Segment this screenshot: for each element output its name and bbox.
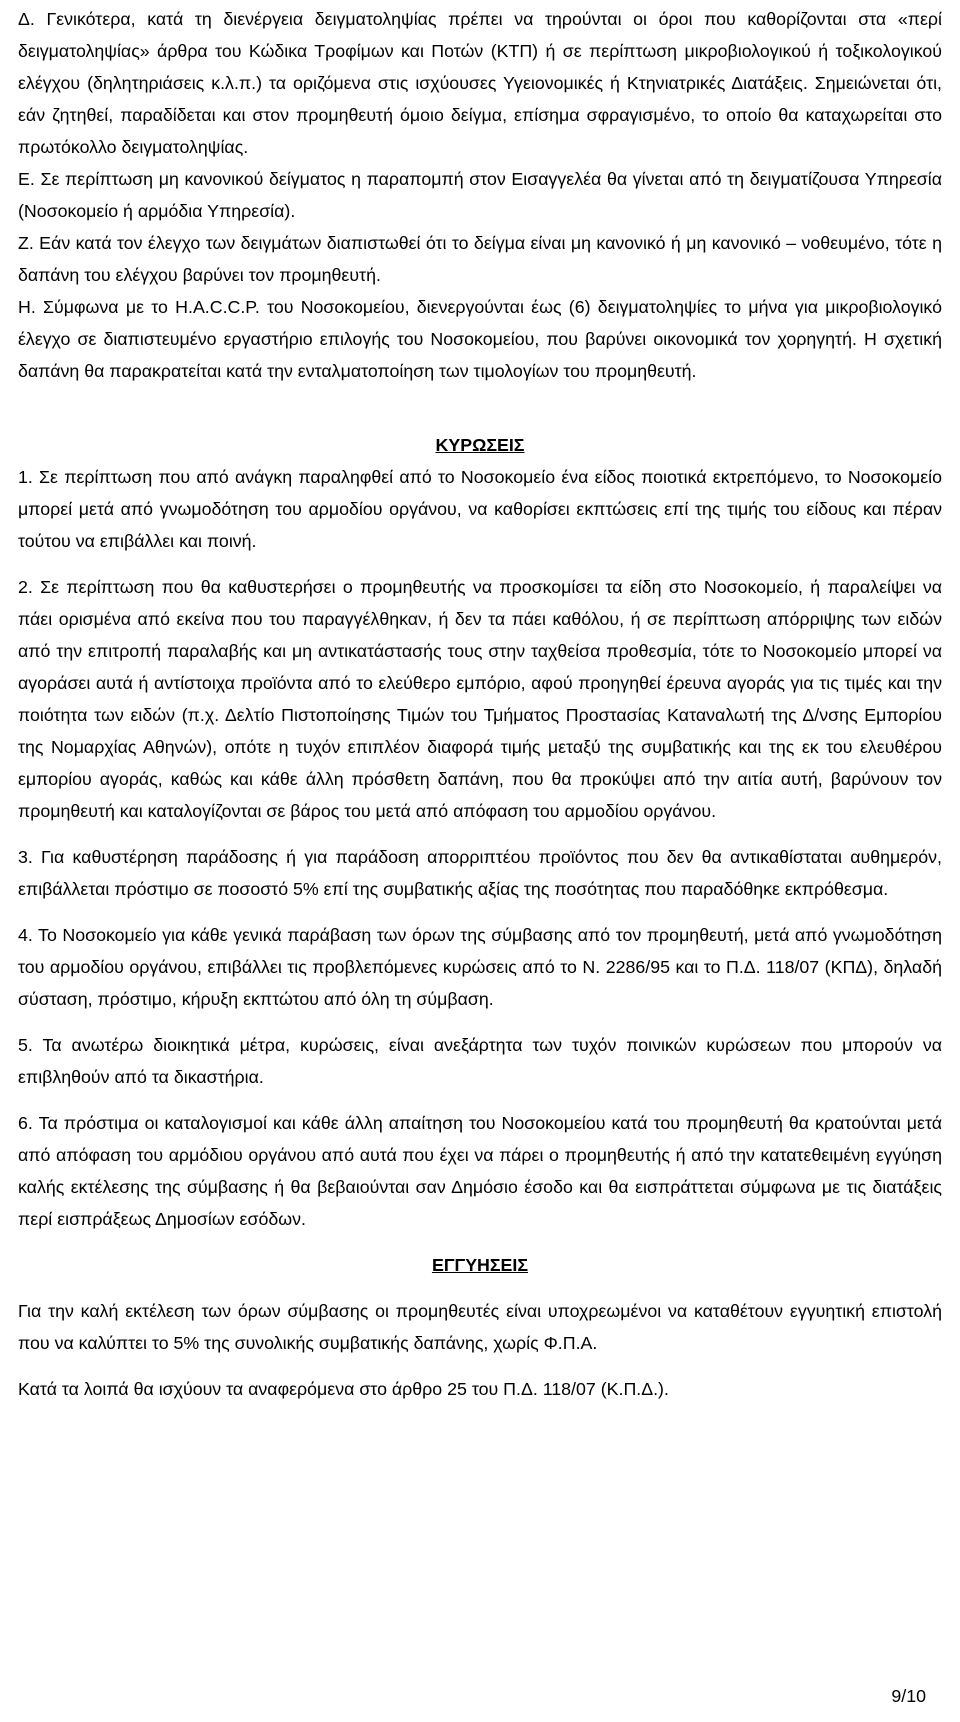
kyroseis-item-4: 4. Το Νοσοκομείο για κάθε γενικά παράβαση των όρων της σύμβασης από τον προμηθευτή, μετά από γνωμοδότηση του αρμοδίου οργάνου, επιβάλλει τις προβλεπόμενες κυρώσεις από το Ν. 2286/95 και το Π.Δ. 118/07 (ΚΠΔ), δηλαδή σύσταση, πρόστιμο, κήρυξη εκπτώτου από όλη τη σύμβαση. (18, 925, 942, 1009)
item-spacer (18, 827, 942, 841)
eggyiseis-paragraph-2: Κατά τα λοιπά θα ισχύουν τα αναφερόμενα στο άρθρο 25 του Π.Δ. 118/07 (Κ.Π.Δ.). (18, 1379, 669, 1399)
kyroseis-item-3: 3. Για καθυστέρηση παράδοσης ή για παράδοση απορριπτέου προϊόντος που δεν θα αντικαθίσταται αυθημερόν, επιβάλλεται πρόστιμο σε ποσοστό 5% επί της συμβατικής αξίας της ποσότητας που παραδόθηκε εκπρόθεσμα. (18, 847, 942, 899)
eggyiseis-paragraph-1: Για την καλή εκτέλεση των όρων σύμβασης οι προμηθευτές είναι υποχρεωμένοι να καταθέτουν εγγυητική επιστολή που να καλύπτει το 5% της συνολικής συμβατικής δαπάνης, χωρίς Φ.Π.Α. (18, 1301, 942, 1353)
section-heading-eggyiseis: ΕΓΓΥΗΣΕΙΣ (431, 1255, 529, 1275)
page-number: 9/10 (891, 1686, 926, 1706)
paragraph-zeta: Ζ. Εάν κατά τον έλεγχο των δειγμάτων διαπιστωθεί ότι το δείγμα είναι μη κανονικό ή μη κανονικό – νοθευμένο, τότε η δαπάνη του ελέγχου βαρύνει τον προμηθευτή. (18, 233, 942, 285)
item-spacer (18, 557, 942, 571)
item-spacer (18, 1281, 942, 1295)
kyroseis-item-1: 1. Σε περίπτωση που από ανάγκη παραληφθεί από το Νοσοκομείο ένα είδος ποιοτικά εκτρεπόμενο, το Νοσοκομείο μπορεί μετά από γνωμοδότηση του αρμοδίου οργάνου, να καθορίσει εκπτώσεις επί της τιμής του είδους και πέραν τούτου να επιβάλλει και ποινή. (18, 467, 942, 551)
document-body (18, 3, 942, 1405)
item-spacer (18, 1015, 942, 1029)
section-spacer (18, 387, 942, 429)
section-spacer (18, 1235, 942, 1249)
paragraph-eta: Η. Σύμφωνα με το H.A.C.C.P. του Νοσοκομείου, διενεργούνται έως (6) δειγματοληψίες το μήνα για μικροβιολογικό έλεγχο σε διαπιστευμένο εργαστήριο επιλογής του Νοσοκομείου, που βαρύνει οικονομικά τον χορηγητή. Η σχετική δαπάνη θα παρακρατείται κατά την ενταλματοποίηση των τιμολογίων του προμηθευτή. (18, 297, 942, 381)
kyroseis-item-2: 2. Σε περίπτωση που θα καθυστερήσει ο προμηθευτής να προσκομίσει τα είδη στο Νοσοκομείο, ή παραλείψει να πάει ορισμένα από εκείνα που του παραγγέλθηκαν, ή δεν τα πάει καθόλου, ή σε περίπτωση απόρριψης των ειδών από την επιτροπή παραλαβής και μη αντικατάστασής τους στην ταχθείσα προθεσμία, τότε το Νοσοκομείο μπορεί να αγοράσει αυτά ή αντίστοιχα προϊόντα από το ελεύθερο εμπόριο, αφού προηγηθεί έρευνα αγοράς για τις τιμές και την ποιότητα των ειδών (π.χ. Δελτίο Πιστοποίησης Τιμών του Τμήματος Προστασίας Καταναλωτή της Δ/νσης Εμπορίου της Νομαρχίας Αθηνών), οπότε η τυχόν επιπλέον διαφορά τιμής μεταξύ της συμβατικής και της εκ του ελευθέρου εμπορίου αγοράς, καθώς και κάθε άλλη πρόσθετη δαπάνη, που θα προκύψει από την αιτία αυτή, βαρύνουν τον προμηθευτή και καταλογίζονται σε βάρος του μετά από απόφαση του αρμοδίου οργάνου. (18, 577, 942, 821)
kyroseis-item-5: 5. Τα ανωτέρω διοικητικά μέτρα, κυρώσεις, είναι ανεξάρτητα των τυχόν ποινικών κυρώσεων που μπορούν να επιβληθούν από τα δικαστήρια. (18, 1035, 942, 1087)
paragraph-epsilon: Ε. Σε περίπτωση μη κανονικού δείγματος η παραπομπή στον Εισαγγελέα θα γίνεται από τη δειγματίζουσα Υπηρεσία (Νοσοκομείο ή αρμόδια Υπηρεσία). (18, 169, 942, 221)
paragraph-delta: Δ. Γενικότερα, κατά τη διενέργεια δειγματοληψίας πρέπει να τηρούνται οι όροι που καθορίζονται στα «περί δειγματοληψίας» άρθρα του Κώδικα Τροφίμων και Ποτών (ΚΤΠ) ή σε περίπτωση μικροβιολογικού ή τοξικολογικού ελέγχου (δηλητηριάσεις κ.λ.π.) τα οριζόμενα στις ισχύουσες Υγειονομικές ή Κτηνιατρικές Διατάξεις. Σημειώνεται ότι, εάν ζητηθεί, παραδίδεται και στον προμηθευτή όμοιο δείγμα, επίσημα σφραγισμένο, το οποίο θα καταχωρείται στο πρωτόκολλο δειγματοληψίας. (18, 9, 942, 157)
item-spacer (18, 1359, 942, 1373)
item-spacer (18, 1093, 942, 1107)
kyroseis-item-6: 6. Τα πρόστιμα οι καταλογισμοί και κάθε άλλη απαίτηση του Νοσοκομείου κατά του προμηθευτή θα κρατούνται μετά από απόφαση του αρμόδιου οργάνου από αυτά που έχει να πάρει ο προμηθευτής ή από την κατατεθειμένη εγγύηση καλής εκτέλεσης της σύμβασης ή θα βεβαιούνται σαν Δημόσιο έσοδο και θα εισπράττεται σύμφωνα με τις διατάξεις περί εισπράξεως Δημοσίων εσόδων. (18, 1113, 942, 1229)
section-heading-kyroseis: ΚΥΡΩΣΕΙΣ (435, 435, 525, 455)
item-spacer (18, 905, 942, 919)
